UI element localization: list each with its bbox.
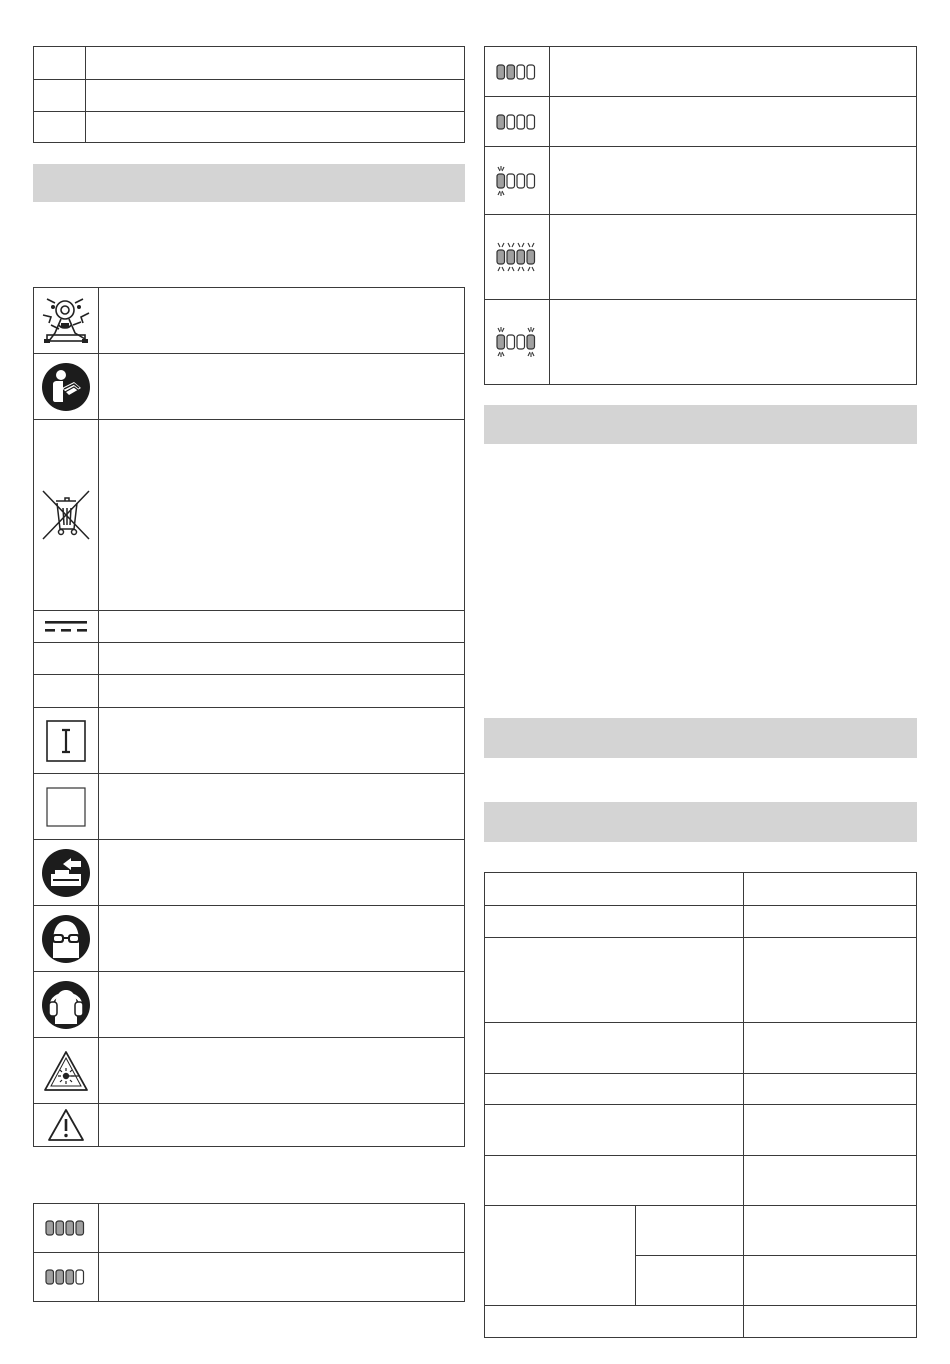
spec-label [485, 873, 744, 906]
section-heading-band [33, 164, 465, 202]
table-row [34, 972, 465, 1038]
table-row [34, 611, 465, 643]
spec-label [485, 1023, 744, 1074]
spec-sublabel [636, 1256, 744, 1306]
table-row [34, 112, 465, 143]
spec-table [484, 872, 917, 1338]
text-cell [86, 112, 465, 143]
table-row [485, 1105, 917, 1156]
table-row [34, 774, 465, 840]
symbol-description [99, 354, 465, 420]
spec-label [485, 1105, 744, 1156]
caution-triangle-icon [46, 1107, 86, 1143]
symbol-description [99, 708, 465, 774]
symbol-description [99, 1038, 465, 1104]
key-cell [34, 80, 86, 112]
battery-all-bars-blinking-icon [495, 240, 539, 274]
section-heading-band [484, 405, 917, 444]
table-row [485, 1306, 917, 1338]
table-row [34, 47, 465, 80]
spec-label [485, 1156, 744, 1206]
battery-indicator-table-a [33, 1203, 465, 1302]
table-row [34, 420, 465, 611]
read-manual-icon [41, 362, 91, 412]
table-row [34, 354, 465, 420]
table-row [34, 1253, 465, 1302]
table-row [485, 97, 917, 147]
symbol-description [99, 675, 465, 708]
spec-label [485, 1306, 744, 1338]
indicator-description [99, 1204, 465, 1253]
table-row [485, 215, 917, 300]
disconnect-battery-icon [41, 848, 91, 898]
ear-protection-icon [41, 980, 91, 1030]
indicator-description [99, 1253, 465, 1302]
spec-value [744, 1105, 917, 1156]
empty-square-icon [45, 786, 87, 828]
table-row [34, 288, 465, 354]
symbol-description [99, 288, 465, 354]
spec-value [744, 873, 917, 906]
symbol-description [99, 906, 465, 972]
spec-value [744, 906, 917, 938]
table-row [34, 906, 465, 972]
table-row [34, 1104, 465, 1147]
table-row [34, 675, 465, 708]
symbols-table [33, 287, 465, 1147]
table-row [485, 300, 917, 385]
key-cell [34, 112, 86, 143]
battery-indicator-table-b [484, 46, 917, 385]
battery-four-bars-icon [44, 1219, 88, 1237]
miter-saw-icon [41, 295, 91, 347]
symbol-description [99, 1104, 465, 1147]
spec-value [744, 1023, 917, 1074]
table-row [34, 1204, 465, 1253]
table-row [34, 1038, 465, 1104]
indicator-description [550, 47, 917, 97]
spec-label [485, 938, 744, 1023]
battery-two-bars-icon [495, 63, 539, 81]
spec-group-label [485, 1206, 636, 1306]
text-cell [86, 47, 465, 80]
spec-value [744, 1206, 917, 1256]
symbol-description [99, 611, 465, 643]
class-two-icon [45, 719, 87, 763]
indicator-description [550, 147, 917, 215]
table-row [34, 708, 465, 774]
table-row [485, 1206, 917, 1256]
spec-label [485, 906, 744, 938]
spec-label [485, 1074, 744, 1105]
key-cell [34, 47, 86, 80]
table-row [485, 906, 917, 938]
battery-one-bar-blinking-icon [495, 164, 539, 198]
direct-current-icon [44, 618, 88, 636]
table-row [485, 147, 917, 215]
indicator-description [550, 215, 917, 300]
table-row [34, 840, 465, 906]
battery-three-bars-icon [44, 1268, 88, 1286]
table-row [485, 873, 917, 906]
text-cell [86, 80, 465, 112]
battery-one-bar-icon [495, 113, 539, 131]
symbol-description [99, 420, 465, 611]
spec-value [744, 1256, 917, 1306]
laser-warning-icon [42, 1049, 90, 1093]
spec-value [744, 1074, 917, 1105]
key-table [33, 46, 465, 143]
table-row [485, 47, 917, 97]
safety-glasses-icon [41, 914, 91, 964]
symbol-description [99, 643, 465, 675]
indicator-description [550, 97, 917, 147]
spec-value [744, 938, 917, 1023]
table-row [485, 1074, 917, 1105]
symbol-cell [34, 643, 99, 675]
symbol-description [99, 840, 465, 906]
symbol-description [99, 774, 465, 840]
spec-value [744, 1156, 917, 1206]
section-heading-band [484, 718, 917, 758]
table-row [485, 1156, 917, 1206]
table-row [34, 80, 465, 112]
crossed-bin-icon [41, 489, 91, 541]
section-heading-band [484, 802, 917, 842]
indicator-description [550, 300, 917, 385]
symbol-description [99, 972, 465, 1038]
table-row [485, 1023, 917, 1074]
table-row [485, 938, 917, 1023]
spec-sublabel [636, 1206, 744, 1256]
battery-outer-bars-blinking-icon [495, 325, 539, 359]
table-row [34, 643, 465, 675]
spec-value [744, 1306, 917, 1338]
symbol-cell [34, 675, 99, 708]
